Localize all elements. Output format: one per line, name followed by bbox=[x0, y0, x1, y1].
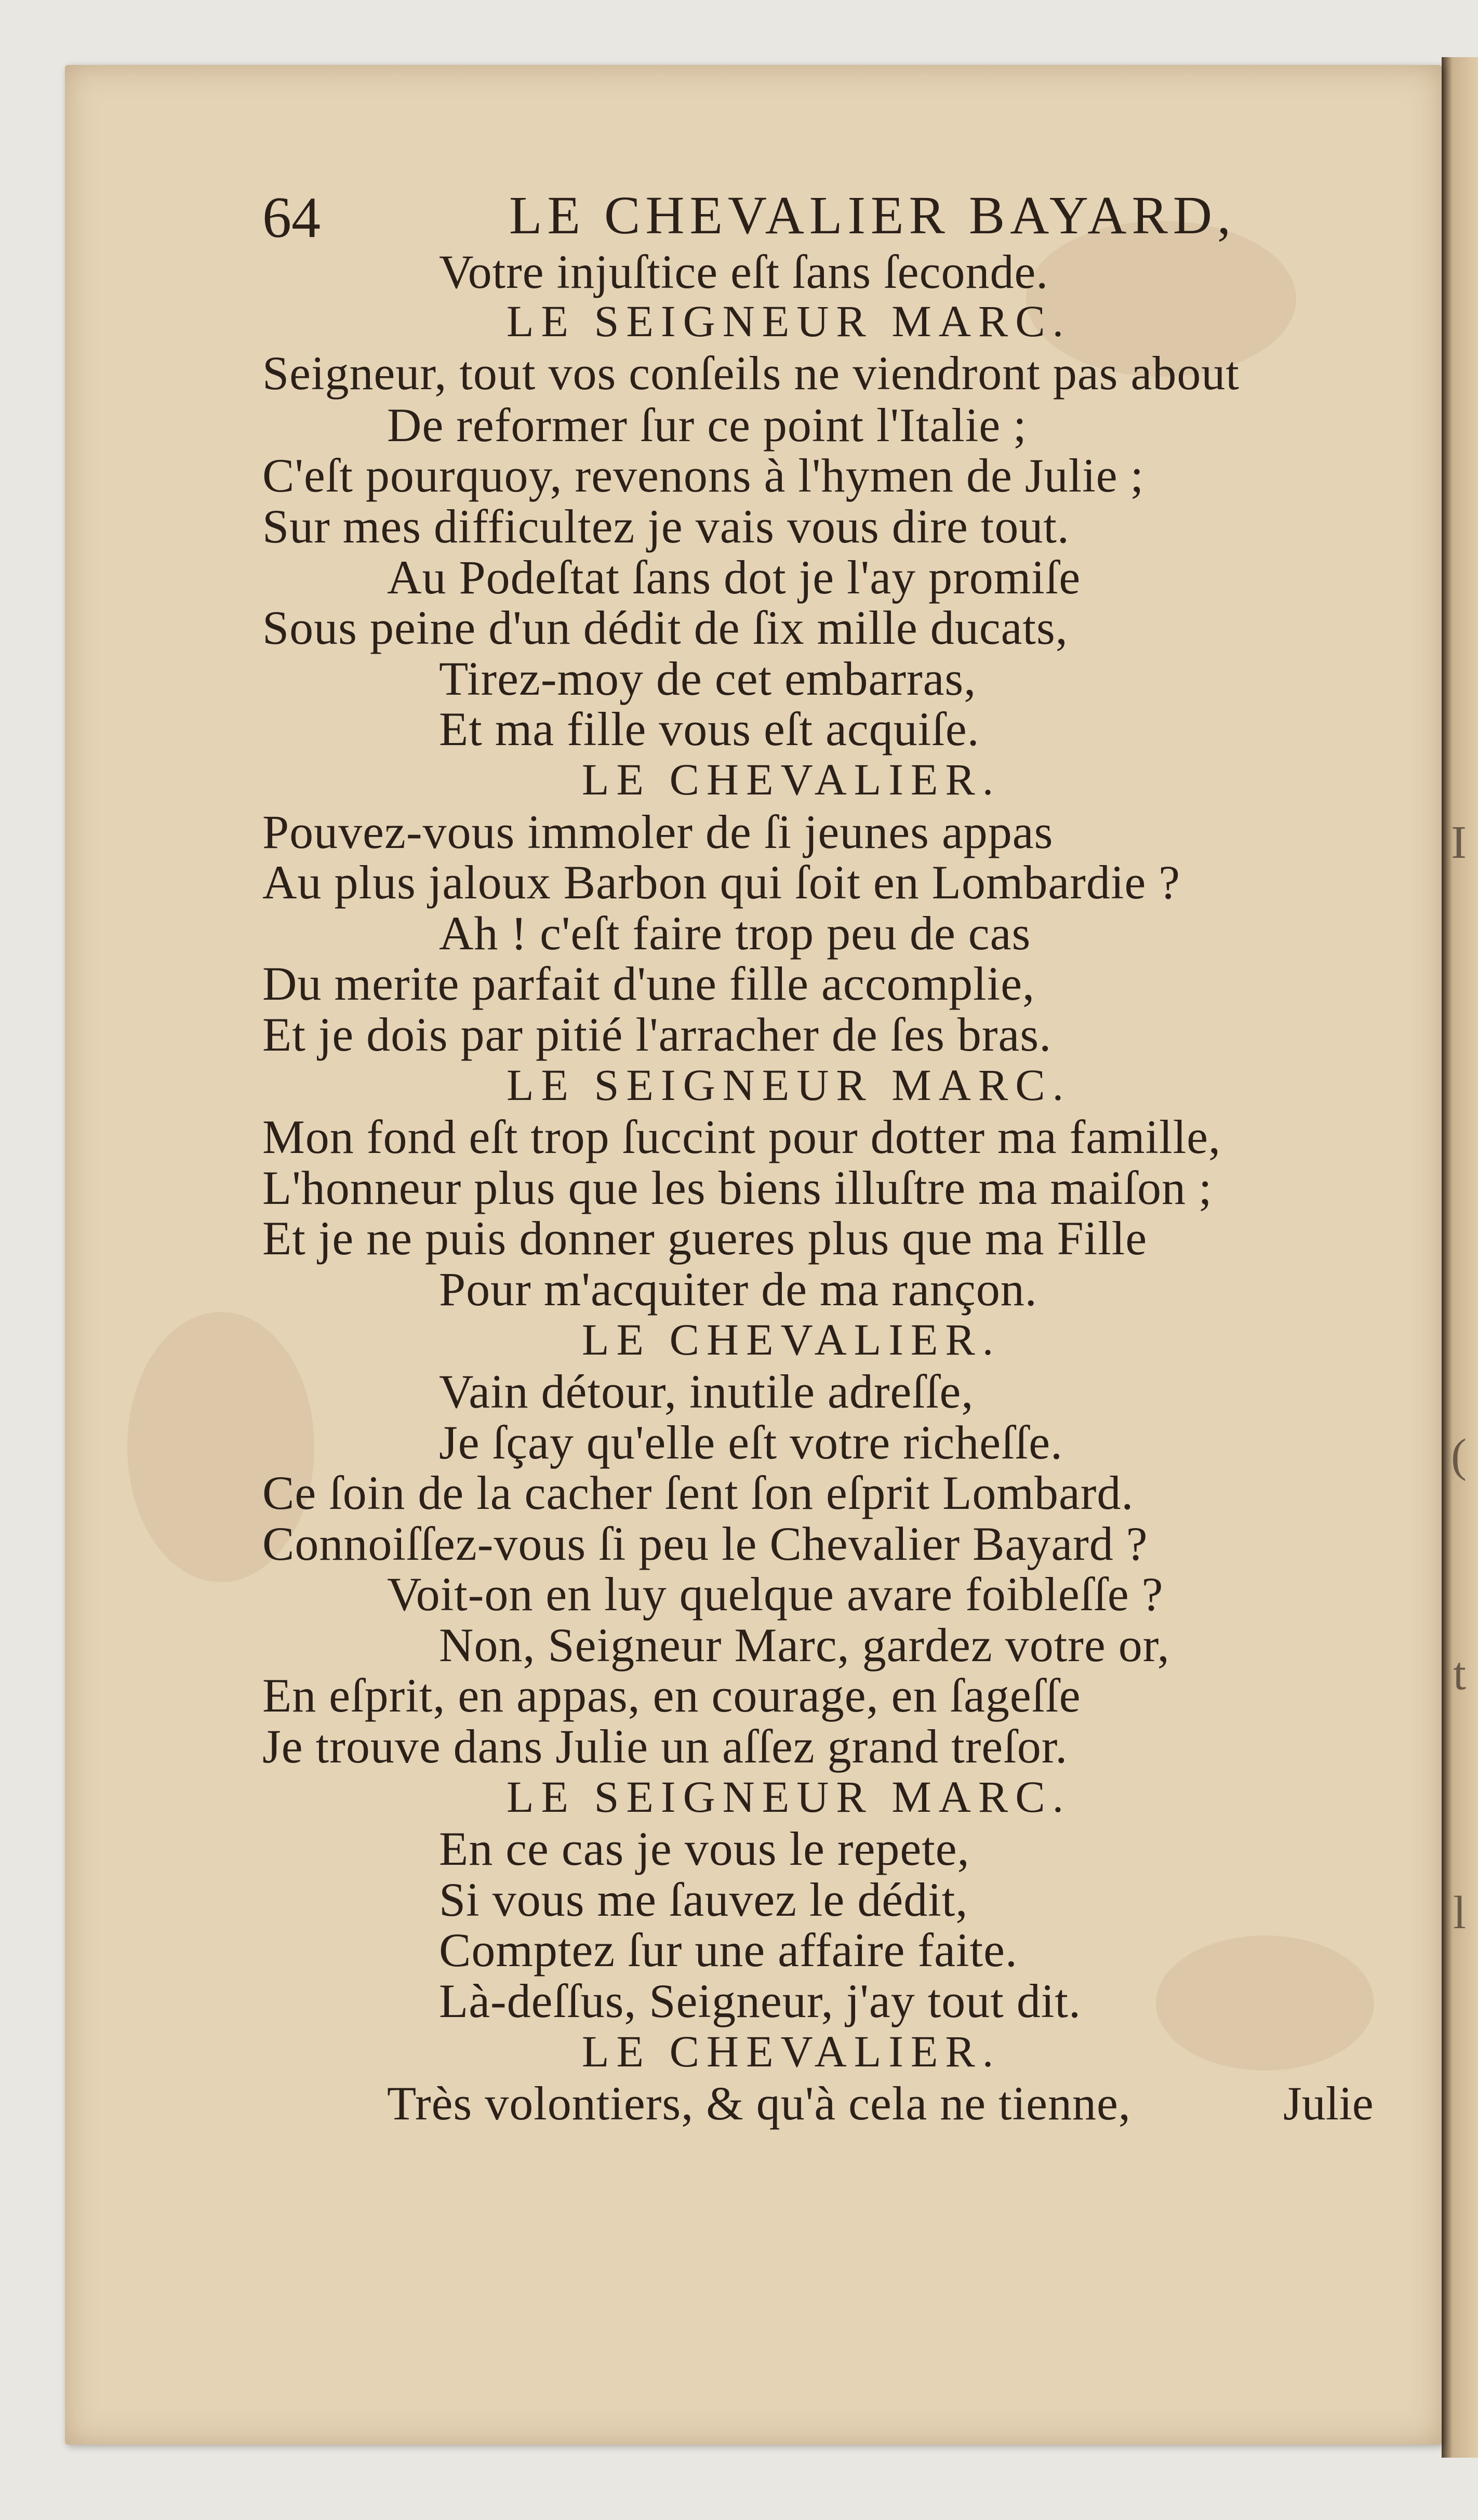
verse-line: L'honneur plus que les biens illuſtre ma maiſon ; bbox=[262, 1161, 1213, 1214]
verse-line: Comptez ſur une affaire faite. bbox=[439, 1924, 1018, 1977]
page-number: 64 bbox=[262, 185, 321, 250]
verse-line: Seigneur, tout vos conſeils ne viendront pas about bbox=[262, 347, 1240, 400]
catchword: Julie bbox=[1283, 2077, 1374, 2130]
verse-line: Vain détour, inutile adreſſe, bbox=[439, 1365, 974, 1418]
verse-line: De reformer ſur ce point l'Italie ; bbox=[387, 399, 1027, 452]
verse-line: Tirez-moy de cet embarras, bbox=[439, 652, 977, 705]
verse-line: C'eſt pourquoy, revenons à l'hymen de Julie ; bbox=[262, 449, 1144, 502]
adjacent-page-edge: I ( t l bbox=[1442, 57, 1478, 2458]
speaker-name: LE CHEVALIER. bbox=[582, 1315, 1001, 1364]
verse-line: Sur mes difficultez je vais vous dire tout. bbox=[262, 500, 1070, 553]
verse-line: En ce cas je vous le repete, bbox=[439, 1822, 970, 1875]
running-title: LE CHEVALIER BAYARD, bbox=[509, 185, 1236, 245]
verse-line: Si vous me ſauvez le dédit, bbox=[439, 1873, 968, 1926]
verse-line: Je trouve dans Julie un aſſez grand treſor. bbox=[262, 1720, 1068, 1773]
verse-line: Là-deſſus, Seigneur, j'ay tout dit. bbox=[439, 1974, 1081, 2027]
verse-line: Votre injuſtice eſt ſans ſeconde. bbox=[439, 245, 1049, 298]
verse-line: Non, Seigneur Marc, gardez votre or, bbox=[439, 1619, 1170, 1672]
verse-line: Et je ne puis donner gueres plus que ma Fille bbox=[262, 1212, 1148, 1265]
verse-line: Au plus jaloux Barbon qui ſoit en Lombardie ? bbox=[262, 856, 1181, 909]
verse-line: Et je dois par pitié l'arracher de ſes bras. bbox=[262, 1008, 1052, 1061]
speaker-name: LE SEIGNEUR MARC. bbox=[507, 1060, 1071, 1110]
verse-line: Sous peine d'un dédit de ſix mille ducats, bbox=[262, 601, 1068, 654]
verse-line: Ce ſoin de la cacher ſent ſon eſprit Lombard. bbox=[262, 1466, 1134, 1519]
speaker-name: LE CHEVALIER. bbox=[582, 2026, 1001, 2076]
verse-line: Très volontiers, & qu'à cela ne tienne, bbox=[387, 2077, 1131, 2130]
verse-line: Je ſçay qu'elle eſt votre richeſſe. bbox=[439, 1416, 1063, 1469]
verse-line: Et ma fille vous eſt acquiſe. bbox=[439, 702, 980, 755]
speaker-name: LE SEIGNEUR MARC. bbox=[507, 296, 1071, 346]
verse-line: Pour m'acquiter de ma rançon. bbox=[439, 1263, 1037, 1316]
speaker-name: LE CHEVALIER. bbox=[582, 754, 1001, 804]
verse-line: Du merite parfait d'une fille accomplie, bbox=[262, 957, 1035, 1010]
verse-line: Ah ! c'eſt faire trop peu de cas bbox=[439, 907, 1031, 960]
speaker-name: LE SEIGNEUR MARC. bbox=[507, 1772, 1071, 1822]
verse-line: En eſprit, en appas, en courage, en ſageſſe bbox=[262, 1669, 1081, 1722]
verse-line: Connoiſſez-vous ſi peu le Chevalier Bayard ? bbox=[262, 1517, 1148, 1570]
verse-line: Pouvez-vous immoler de ſi jeunes appas bbox=[262, 805, 1054, 858]
verse-line: Mon fond eſt trop ſuccint pour dotter ma famille, bbox=[262, 1110, 1221, 1163]
verse-line: Au Podeſtat ſans dot je l'ay promiſe bbox=[387, 551, 1081, 604]
verse-line: Voit-on en luy quelque avare foibleſſe ? bbox=[387, 1568, 1164, 1621]
